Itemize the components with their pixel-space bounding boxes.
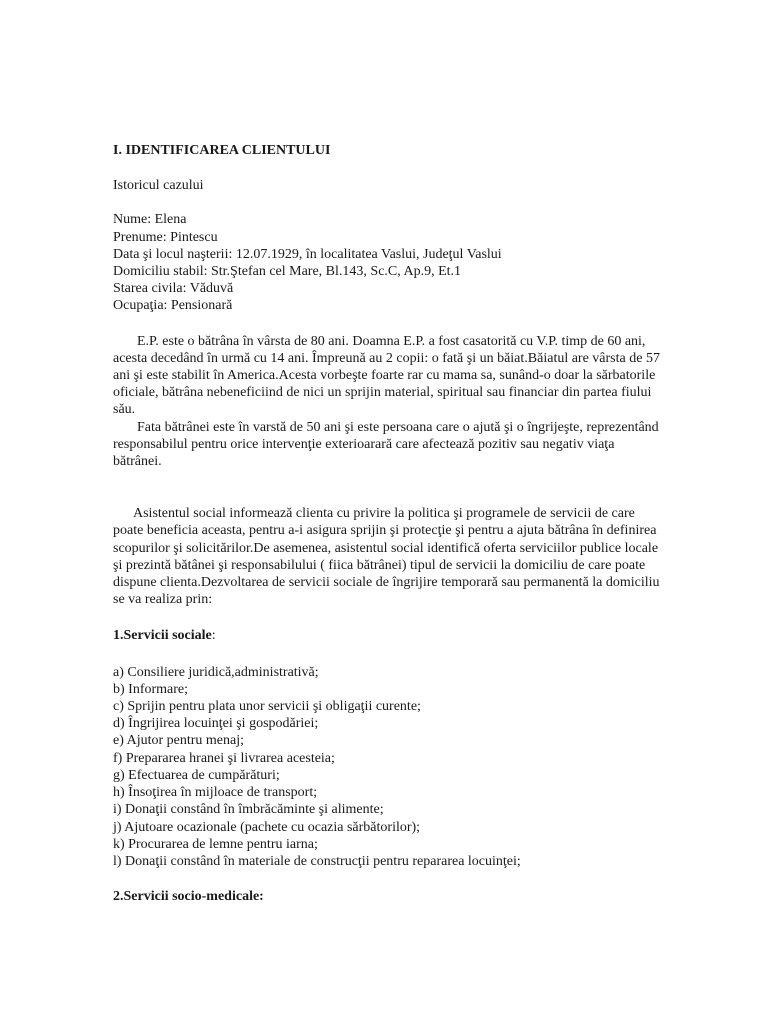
paragraph-daughter: Fata bătrânei este în varstă de 50 ani şi este persoana care o ajută şi o îngrijeşte, reprezentând responsabilul pentru orice intervenţie exterioarară care afectează pozitiv sau negativ viaţa bătrânei.: [113, 419, 659, 470]
case-history-subtitle: Istoricul cazului: [113, 178, 204, 194]
paragraph-social-worker: Asistentul social informează clienta cu privire la politica şi programele de servicii de care poate beneficia aceasta, pentru a-i asigura sprijin şi protecţie şi pentru a ajuta bătrâna în definirea scopurilor şi solicitărilor.De asemenea, asistentul social identifică oferta serviciilor publice locale şi prezintă bătânei şi responsabilului ( fiica bătrânei) tipul de servicii la domiciliu de care poate dispune clienta.Dezvoltarea de servicii sociale de îngrijire temporară sau permanentă la domiciliu se va realiza prin:: [113, 506, 660, 608]
list-item: d) Îngrijirea locuinţei şi gospodăriei;: [113, 716, 319, 732]
section-title: I. IDENTIFICAREA CLIENTULUI: [113, 143, 331, 158]
list-item: k) Procurarea de lemne pentru iarna;: [113, 836, 318, 852]
list-item: b) Informare;: [113, 681, 189, 697]
heading-social-services: [113, 627, 661, 644]
list-item: a) Consiliere juridică,administrativă;: [113, 664, 319, 680]
info-address: Domiciliu stabil: Str.Ştefan cel Mare, Bl.143, Sc.C, Ap.9, Et.1: [113, 264, 462, 280]
list-item: l) Donaţii constând în materiale de construcţii pentru repararea locuinţei;: [113, 853, 521, 869]
heading-socio-medical-services: 2.Servicii socio-medicale:: [113, 889, 264, 905]
heading-social-services-text: 1.Servicii sociale: [113, 628, 212, 644]
social-services-list: [113, 664, 661, 870]
list-item: e) Ajutor pentru menaj;: [113, 733, 245, 749]
list-item: h) Însoţirea în mijloace de transport;: [113, 785, 318, 801]
info-marital-status: Starea civila: Văduvă: [113, 281, 234, 297]
list-item: c) Sprijin pentru plata unor servicii şi obligaţii curente;: [113, 699, 421, 715]
info-surname: Prenume: Pintescu: [113, 229, 218, 245]
list-item: j) Ajutoare ocazionale (pachete cu ocazia sărbătorilor);: [113, 819, 421, 835]
list-item: f) Prepararea hranei şi livrarea acesteia;: [113, 750, 335, 766]
paragraph-client-history: E.P. este o bătrâna în vârsta de 80 ani. Doamna E.P. a fost casatorită cu V.P. timp de 60 ani, acesta decedând în urmă cu 14 ani. Împreună au 2 copii: o fată şi un băiat.Băiatul are vârsta de 57 ani şi este stabilit în America.Acesta vorbeşte foarte rar cu mama sa, sunând-o doar la sărbatorile oficiale, bătrâna nebeneficiind de nici un sprijin material, spiritual sau financiar din partea fiului său.: [113, 333, 660, 418]
document-page: [113, 142, 661, 905]
list-item: g) Efectuarea de cumpărături;: [113, 767, 280, 783]
info-birth: Data şi locul naşterii: 12.07.1929, în localitatea Vaslui, Judeţul Vaslui: [113, 246, 502, 262]
info-occupation: Ocupaţia: Pensionară: [113, 298, 233, 314]
info-name: Nume: Elena: [113, 212, 187, 228]
heading-social-services-colon: :: [211, 628, 216, 644]
client-info-block: [113, 211, 661, 314]
list-item: i) Donaţii constând în îmbrăcăminte şi alimente;: [113, 802, 384, 818]
